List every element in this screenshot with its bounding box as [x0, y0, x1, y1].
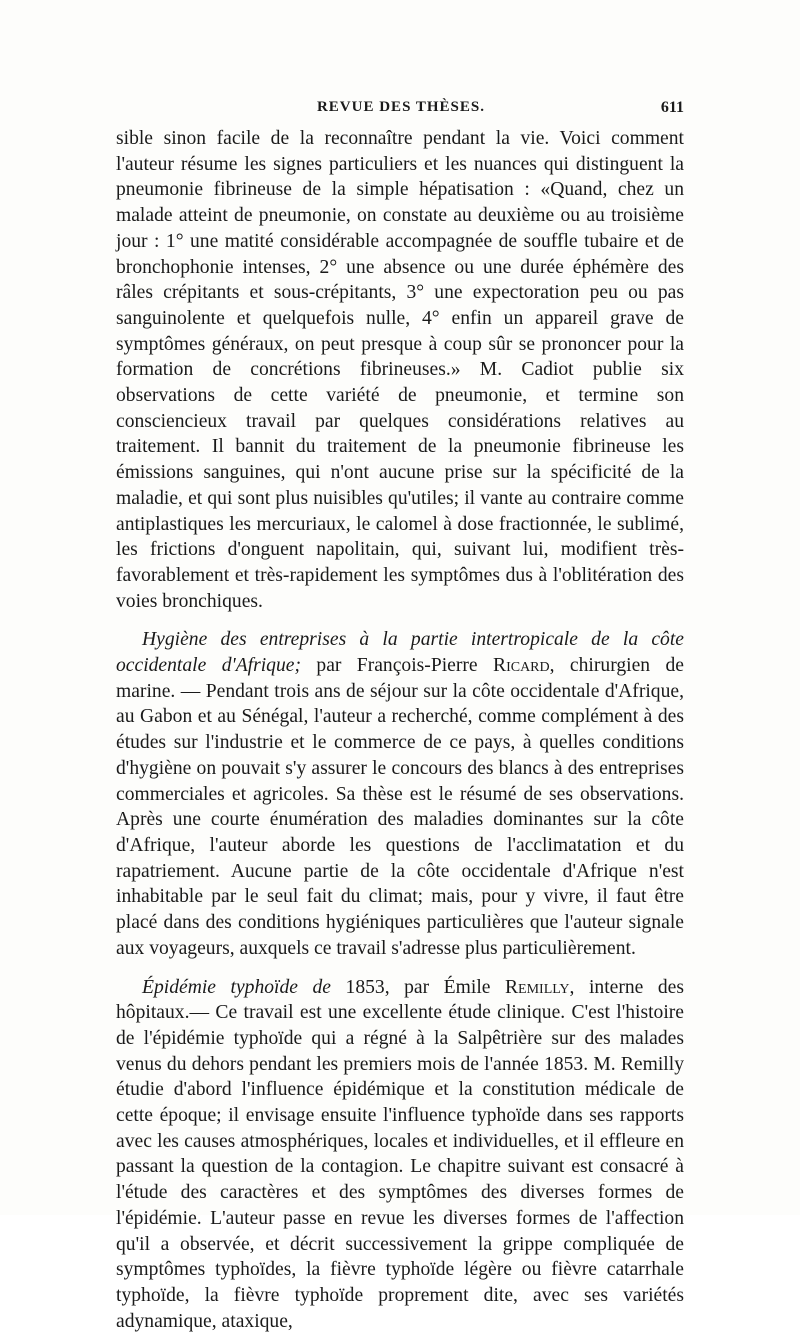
author-prefix: par Émile	[404, 977, 505, 998]
thesis-entry-ricard	[116, 627, 684, 961]
thesis-entry-remilly	[116, 975, 684, 1334]
paragraph-text: , interne des hôpitaux.— Ce travail est une excellente étude clinique. C'est l'histoire de l'épidémie typhoïde qui a régné à la Salpêtrière sur des malades venus du dehors pendant les premiers mois de l'année 1853. M. Remilly étudie d'abord l'influence épidémique et la constitution médicale de cette époque; il envisage ensuite l'influence typhoïde dans ses rapports avec les causes atmosphériques, locales et individuelles, et il effleure en passant la question de la contagion. Le chapitre suivant est consacré à l'étude des caractères et des symptômes des diverses formes de l'épidémie. L'auteur passe en revue les diverses formes de l'affection qu'il a observée, et décrit successivement la grippe compliquée de symptômes typhoïdes, la fièvre typhoïde légère ou fièvre catarrhale typhoïde, la fièvre typhoïde proprement dite, avec ses variétés adynamique, ataxique,	[116, 977, 684, 1332]
author-surname: Ricard	[493, 655, 550, 676]
paragraph-text: , chirurgien de marine. — Pendant trois ans de séjour sur la côte occidentale d'Afrique, au Gabon et au Sénégal, l'auteur a recherché, comme complément à des études sur l'industrie et le commerce de ce pays, à quelles conditions d'hygiène on pouvait s'y assurer le concours des blancs à des entreprises commerciales et agricoles. Sa thèse est le résumé de ses observations. Après une courte énumération des maladies dominantes sur la côte d'Afrique, l'auteur aborde les questions de l'acclimatation et du rapatriement. Aucune partie de la côte occidentale d'Afrique n'est inhabitable par le seul fait du climat; mais, pour y vivre, il faut être placé dans des conditions hygiéniques particulières que l'auteur signale aux voyageurs, auxquels ce travail s'adresse plus particulièrement.	[116, 655, 684, 959]
thesis-year: 1853,	[331, 977, 404, 998]
author-prefix: par François-Pierre	[301, 655, 493, 676]
body-text	[116, 126, 684, 1334]
page-header	[118, 99, 684, 123]
running-head: REVUE DES THÈSES.	[118, 99, 684, 116]
paragraph-cadiot-continuation	[116, 126, 684, 614]
thesis-title: Hygiène des entreprises à la partie intertropicale de la côte occidentale d'Afrique;	[116, 629, 684, 676]
thesis-title: Épidémie typhoïde de	[142, 977, 331, 998]
author-surname: Remilly	[505, 977, 570, 998]
paragraph-text: sible sinon facile de la reconnaître pendant la vie. Voici comment l'auteur résume les signes particuliers et les nuances qui distinguent la pneumonie fibrineuse de la simple hépatisation : «Quand, chez un malade atteint de pneumonie, on constate au deuxième ou au troisième jour : 1° une matité considérable accompagnée de souffle tubaire et de bronchophonie intenses, 2° une absence ou une durée éphémère des râles crépitants et sous-crépitants, 3° une expectoration peu ou pas sanguinolente et quelquefois nulle, 4° enfin un appareil grave de symptômes généraux, on peut presque à coup sûr se prononcer pour la formation de concrétions fibrineuses.» M. Cadiot publie six observations de cette variété de pneumonie, et termine son consciencieux travail par quelques considérations relatives au traitement. Il bannit du traitement de la pneumonie fibrineuse les émissions sanguines, qui n'ont aucune prise sur la spécificité de la maladie, et qui sont plus nuisibles qu'utiles; il vante au contraire comme antiplastiques les mercuriaux, le calomel à dose fractionnée, le sublimé, les frictions d'onguent napolitain, qui, suivant lui, modifient très-favorablement et très-rapidement les symptômes dus à l'oblitération des voies bronchiques.	[116, 128, 684, 612]
page-number: 611	[661, 99, 684, 117]
